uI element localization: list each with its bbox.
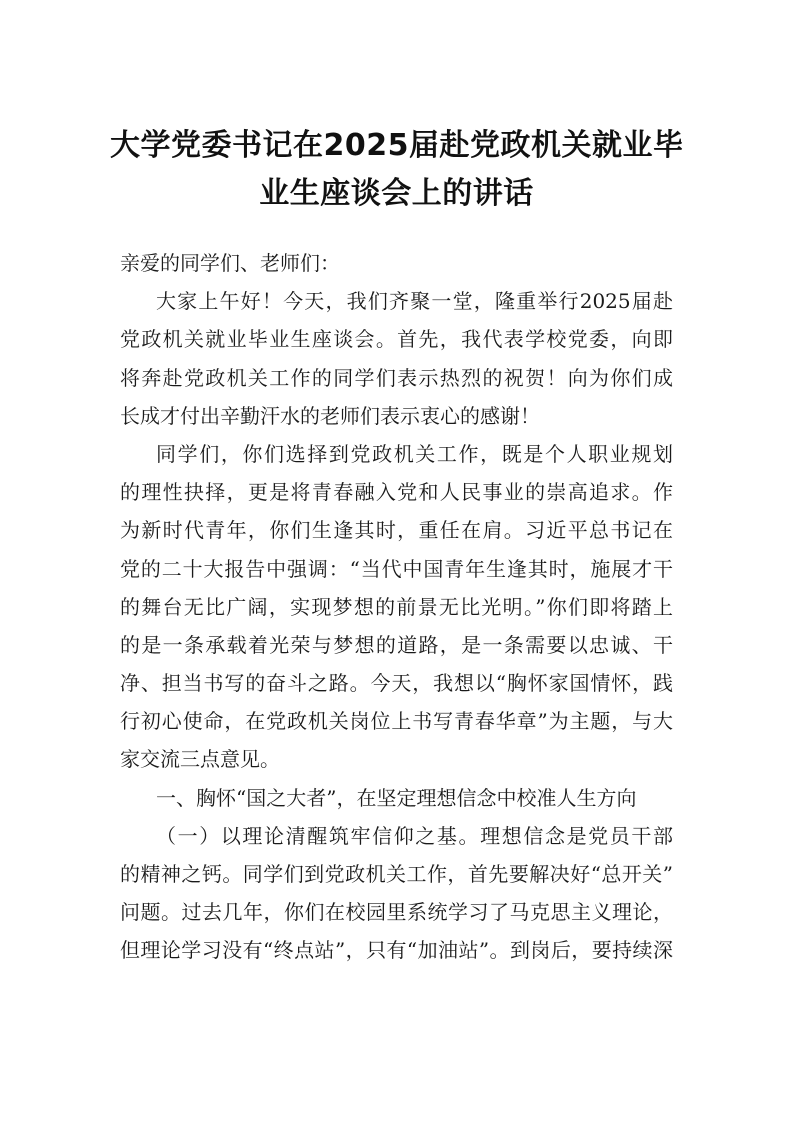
text-line: 净、担当书写的奋斗之路。今天，我想以“胸怀家国情怀，践 xyxy=(120,671,673,696)
text-line: 党的二十大报告中强调：“当代中国青年生逢其时，施展才干 xyxy=(120,556,673,581)
text-line: 一、胸怀“国之大者”，在坚定理想信念中校准人生方向 xyxy=(156,785,637,810)
text-line: 为新时代青年，你们生逢其时，重任在肩。习近平总书记在 xyxy=(120,518,673,543)
text-line: 但理论学习没有“终点站”，只有“加油站”。到岗后，要持续深 xyxy=(120,938,673,963)
title-line-1: 大学党委书记在2025届赴党政机关就业毕 xyxy=(110,128,684,163)
text-line: 亲爱的同学们、老师们： xyxy=(120,251,340,275)
text-line: 将奔赴党政机关工作的同学们表示热烈的祝贺！向为你们成 xyxy=(120,365,673,390)
document-title xyxy=(110,122,683,218)
text-line: 长成才付出辛勤汗水的老师们表示衷心的感谢！ xyxy=(120,403,540,428)
text-line: （一）以理论清醒筑牢信仰之基。理想信念是党员干部 xyxy=(156,823,673,848)
text-line: 的理性抉择，更是将青春融入党和人民事业的崇高追求。作 xyxy=(120,480,673,505)
text-line: 的是一条承载着光荣与梦想的道路，是一条需要以忠诚、干 xyxy=(120,632,673,657)
text-line: 党政机关就业毕业生座谈会。首先，我代表学校党委，向即 xyxy=(120,327,673,352)
text-line: 家交流三点意见。 xyxy=(120,747,280,772)
text-line: 同学们，你们选择到党政机关工作，既是个人职业规划 xyxy=(156,441,673,466)
document-body xyxy=(120,244,673,970)
text-line: 行初心使命，在党政机关岗位上书写青春华章”为主题，与大 xyxy=(120,709,673,734)
text-line: 大家上午好！今天，我们齐聚一堂，隆重举行2025届赴 xyxy=(156,289,673,314)
text-line: 的精神之钙。同学们到党政机关工作，首先要解决好“总开关” xyxy=(120,862,673,886)
text-line: 的舞台无比广阔，实现梦想的前景无比光明。”你们即将踏上 xyxy=(120,594,673,619)
text-line: 问题。过去几年，你们在校园里系统学习了马克思主义理论， xyxy=(120,900,673,925)
title-line-2: 业生座谈会上的讲话 xyxy=(259,176,534,211)
